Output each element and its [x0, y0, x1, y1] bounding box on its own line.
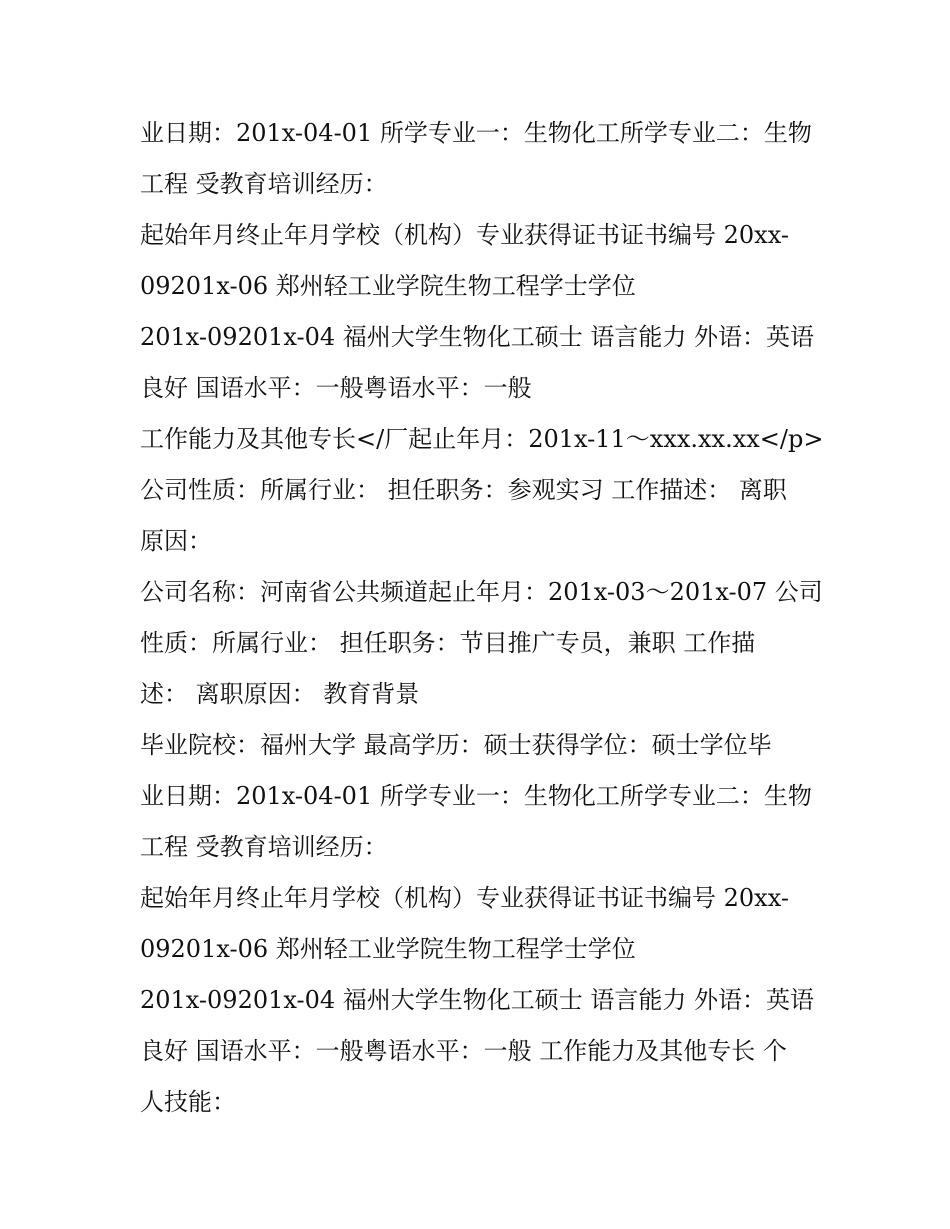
text-line: 公司性质：所属行业： 担任职务：参观实习 工作描述： 离职	[140, 476, 787, 504]
text-line: 良好 国语水平：一般粤语水平：一般	[140, 374, 532, 402]
text-line: 述： 离职原因： 教育背景	[140, 680, 420, 708]
text-line: 起始年月终止年月学校（机构）专业获得证书证书编号 20xx-	[140, 884, 789, 912]
text-line: 起始年月终止年月学校（机构）专业获得证书证书编号 20xx-	[140, 221, 789, 249]
text-line: 性质：所属行业： 担任职务：节目推广专员，兼职 工作描	[140, 629, 756, 657]
text-line: 09201x-06 郑州轻工业学院生物工程学士学位	[140, 272, 636, 300]
text-line: 业日期：201x-04-01 所学专业一：生物化工所学专业二：生物	[140, 119, 812, 147]
text-line: 原因：	[140, 527, 212, 555]
text-line: 人技能：	[140, 1088, 236, 1116]
text-line: 毕业院校：福州大学 最高学历：硕士获得学位：硕士学位毕	[140, 731, 772, 759]
text-line: 09201x-06 郑州轻工业学院生物工程学士学位	[140, 935, 636, 963]
text-line: 工程 受教育培训经历：	[140, 833, 388, 861]
document-body	[140, 108, 824, 1128]
text-line: 201x-09201x-04 福州大学生物化工硕士 语言能力 外语：英语	[140, 986, 815, 1014]
text-line: 工程 受教育培训经历：	[140, 170, 388, 198]
text-line: 公司名称：河南省公共频道起止年月：201x-03～201x-07 公司	[140, 578, 823, 606]
text-line: 工作能力及其他专长</厂起止年月：201x-11～xxx.xx.xx</p>	[140, 425, 824, 453]
text-line: 良好 国语水平：一般粤语水平：一般 工作能力及其他专长 个	[140, 1037, 787, 1065]
text-line: 业日期：201x-04-01 所学专业一：生物化工所学专业二：生物	[140, 782, 812, 810]
text-line: 201x-09201x-04 福州大学生物化工硕士 语言能力 外语：英语	[140, 323, 815, 351]
